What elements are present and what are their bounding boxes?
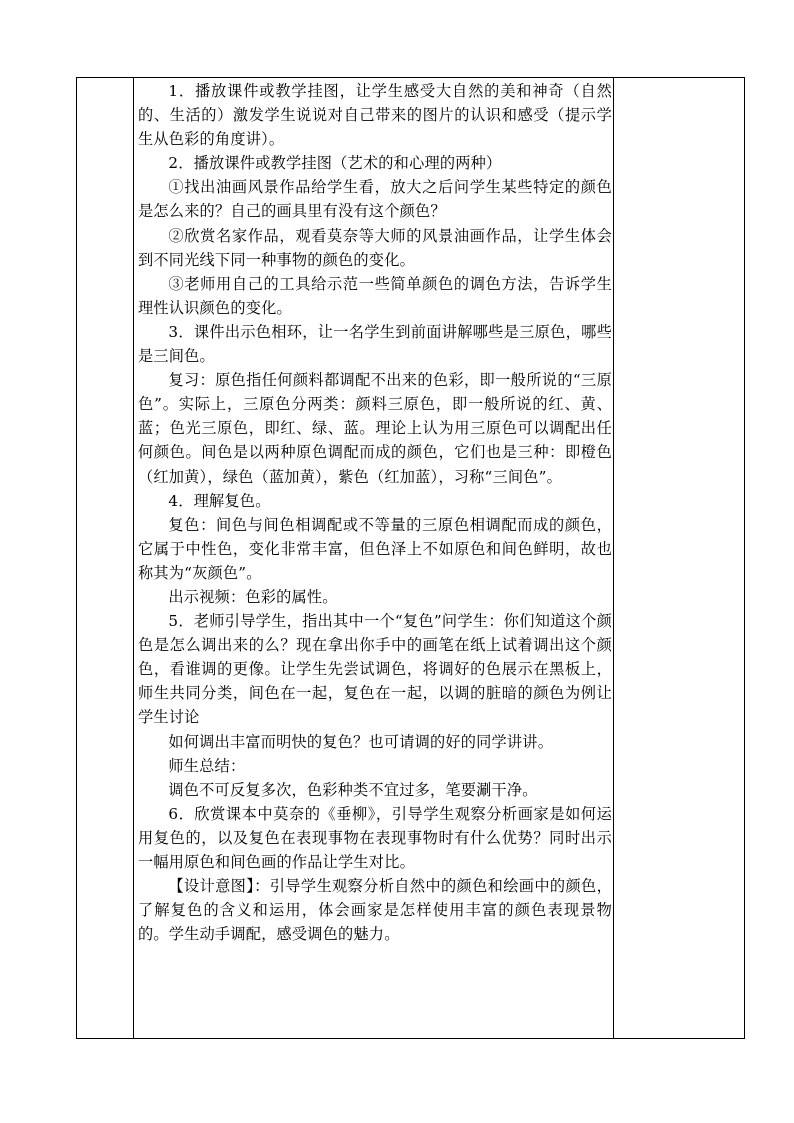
table-left-column xyxy=(77,78,134,1038)
paragraph: 师生总结： xyxy=(168,756,246,775)
paragraph: 3．课件出示色相环，让一名学生到前面讲解哪些是三原色，哪些是三间色。 xyxy=(138,322,612,366)
paragraph: 1．播放课件或教学挂图，让学生感受大自然的美和神奇（自然的、生活的）激发学生说说对自己带来的图片的认识和感受（提示学生从色彩的角度讲）。 xyxy=(138,82,612,149)
lesson-table xyxy=(76,77,745,1039)
paragraph: 复习：原色指任何颜料都调配不出来的色彩，即一般所说的“三原色”。实际上，三原色分两类：颜料三原色，即一般所说的红、黄、蓝；色光三原色，即红、绿、蓝。理论上认为用三原色可以调配出任何颜色。间色是以两种原色调配而成的颜色，它们也是三种：即橙色（红加黄），绿色（蓝加黄），紫色（红加蓝），习称“三间色”。 xyxy=(138,371,612,486)
paragraph: 复色：间色与间色相调配或不等量的三原色相调配而成的颜色，它属于中性色，变化非常丰富，但色泽上不如原色和间色鲜明，故也称其为“灰颜色”。 xyxy=(138,515,612,582)
paragraph: 5．老师引导学生，指出其中一个“复色”问学生：你们知道这个颜色是怎么调出来的么？现在拿出你手中的画笔在纸上试着调出这个颜色，看谁调的更像。让学生先尝试调色，将调好的色展示在黑板上，师生共同分类，间色在一起，复色在一起，以调的脏暗的颜色为例让学生讨论 xyxy=(138,612,612,727)
paragraph: 4．理解复色。 xyxy=(168,491,271,510)
paragraph: ③老师用自己的工具给示范一些简单颜色的调色方法，告诉学生理性认识颜色的变化。 xyxy=(138,274,612,317)
paragraph: ①找出油画风景作品给学生看，放大之后问学生某些特定的颜色是怎么来的？自己的画具里有没有这个颜色？ xyxy=(138,178,612,221)
paragraph: 如何调出丰富而明快的复色？也可请调的好的同学讲讲。 xyxy=(168,732,554,751)
table-right-column xyxy=(613,78,744,1038)
paragraph: 调色不可反复多次，色彩种类不宜过多，笔要涮干净。 xyxy=(168,780,538,799)
design-intent-paragraph: 【设计意图】：引导学生观察分析自然中的颜色和绘画中的颜色，了解复色的含义和运用，体会画家是怎样使用丰富的颜色表现景物的。学生动手调配，感受调色的魅力。 xyxy=(138,877,612,944)
paragraph: ②欣赏名家作品，观看莫奈等大师的风景油画作品，让学生体会到不同光线下同一种事物的颜色的变化。 xyxy=(138,226,612,269)
table-content-column xyxy=(134,78,615,1038)
paragraph: 6．欣赏课本中莫奈的《垂柳》，引导学生观察分析画家是如何运用复色的，以及复色在表现事物在表现事物时有什么优势？同时出示一幅用原色和间色画的作品让学生对比。 xyxy=(138,804,612,871)
paragraph: 出示视频：色彩的属性。 xyxy=(168,587,338,606)
paragraph: 2．播放课件或教学挂图（艺术的和心理的两种） xyxy=(168,154,502,173)
